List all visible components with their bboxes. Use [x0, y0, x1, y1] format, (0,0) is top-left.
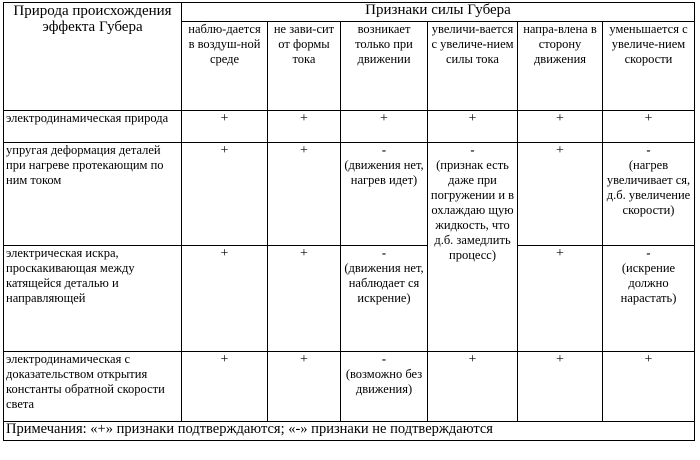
sign: +	[556, 143, 564, 158]
table-cell	[518, 143, 603, 246]
table-cell	[182, 143, 268, 246]
sign: +	[556, 352, 564, 367]
table-row	[4, 352, 695, 422]
table-cell	[268, 352, 341, 422]
table-cell	[182, 246, 268, 352]
table-cell	[268, 111, 341, 143]
footnote-row	[4, 422, 695, 441]
table-row	[4, 111, 695, 143]
table-cell	[182, 111, 268, 143]
cell-note: (движения нет, нагрев идет)	[344, 158, 424, 187]
sign: -	[381, 352, 387, 366]
table-cell	[341, 111, 428, 143]
column-header: уменьшается с увеличе-нием скорости	[603, 22, 695, 111]
sign: +	[380, 111, 388, 126]
sign: -	[646, 143, 651, 157]
sign: +	[220, 246, 229, 261]
table-cell	[603, 143, 695, 246]
table-cell	[428, 111, 518, 143]
table-cell	[603, 111, 695, 143]
footnote: Примечания: «+» признаки подтверждаются; «-» признаки не подтверждаются	[4, 422, 695, 441]
sign: +	[556, 111, 564, 126]
sign: +	[300, 352, 308, 367]
header-origin: Природа происхождения эффекта Губера	[4, 3, 182, 111]
sign: +	[220, 111, 229, 126]
table-cell	[428, 352, 518, 422]
cell-note: (искрение должно нарастать)	[620, 261, 677, 305]
header-row-group	[4, 3, 695, 22]
sign: +	[468, 352, 477, 367]
table-cell	[428, 143, 518, 352]
sign: -	[381, 246, 387, 260]
sign: -	[470, 143, 475, 157]
table-cell	[518, 246, 603, 352]
sign: +	[300, 111, 308, 126]
features-table	[3, 2, 695, 441]
table-cell	[268, 246, 341, 352]
table-cell	[341, 143, 428, 246]
sign: -	[646, 246, 651, 260]
sign: +	[556, 246, 564, 261]
table-row	[4, 143, 695, 246]
row-origin: электрическая искра, проскакивающая между катящейся деталью и направляющей	[4, 246, 182, 352]
table-cell	[341, 352, 428, 422]
sign: +	[300, 143, 308, 158]
sign: +	[644, 111, 653, 126]
header-group: Признаки силы Губера	[182, 3, 695, 22]
column-header: напра-влена в сторону движения	[518, 22, 603, 111]
sign: +	[220, 352, 229, 367]
sign: +	[644, 352, 653, 367]
table-cell	[268, 143, 341, 246]
table-cell	[603, 246, 695, 352]
column-header: увеличи-вается с увеличе-нием силы тока	[428, 22, 518, 111]
table-cell	[603, 352, 695, 422]
column-header: наблю-дается в воздуш-ной среде	[182, 22, 268, 111]
column-header: не зави-сит от формы тока	[268, 22, 341, 111]
sign: -	[381, 143, 387, 157]
cell-note: (признак есть даже при погружении и в охлаждаю щую жидкость, что д.б. замедлить процесс)	[430, 158, 515, 262]
row-origin: электродинамическая с доказательством открытия константы обратной скорости света	[4, 352, 182, 422]
cell-note: (нагрев увеличивает ся, д.б. увеличение скорости)	[606, 158, 691, 217]
sign: +	[220, 143, 229, 158]
table-cell	[182, 352, 268, 422]
column-header: возникает только при движении	[341, 22, 428, 111]
cell-note: (возможно без движения)	[345, 367, 423, 396]
table-cell	[341, 246, 428, 352]
table-cell	[518, 352, 603, 422]
cell-note: (движения нет, наблюдает ся искрение)	[344, 261, 424, 305]
sign: +	[468, 111, 477, 126]
table-cell	[518, 111, 603, 143]
sign: +	[300, 246, 308, 261]
row-origin: электродинамическая природа	[4, 111, 182, 143]
row-origin: упругая деформация деталей при нагреве протекающим по ним током	[4, 143, 182, 246]
table-row	[4, 246, 695, 352]
